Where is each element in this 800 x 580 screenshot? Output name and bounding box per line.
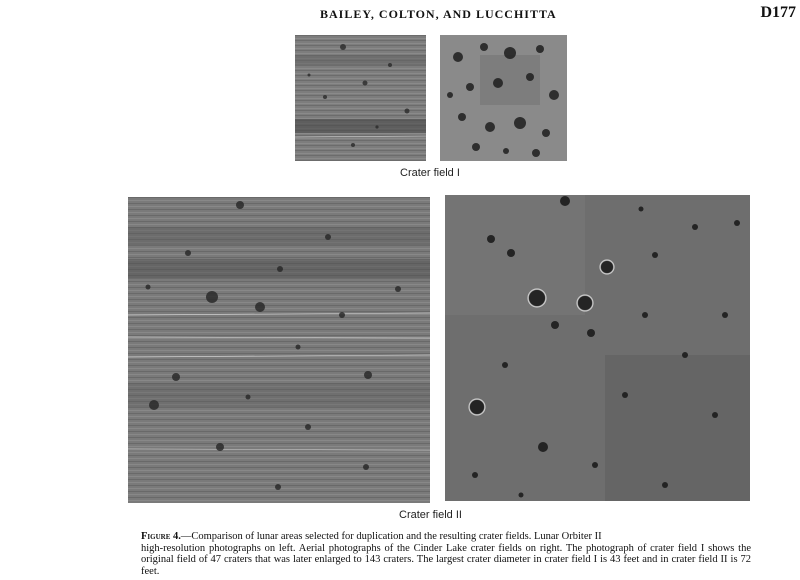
figure-caption <box>125 531 751 577</box>
running-head: BAILEY, COLTON, AND LUCCHITTA <box>320 7 557 21</box>
caption-line-1: —Comparison of lunar areas selected for duplication and the resulting crater fields. Lunar Orbiter II <box>180 531 602 542</box>
lunar-photo-field-2 <box>128 197 430 503</box>
caption-body: high-resolution photographs on left. Aerial photographs of the Cinder Lake crater fields on right. The photograph of crater field I shows the original field of 47 craters that was later enlarged to 143 craters. The largest crater diameter in crater field I is 43 feet and in crater field II is 72 feet. <box>141 542 751 577</box>
aerial-photo-field-1 <box>440 35 567 161</box>
page-number: D177 <box>760 4 796 21</box>
lunar-photo-field-1 <box>295 35 426 161</box>
field-1-label: Crater field I <box>400 167 460 179</box>
caption-lead: Figure 4. <box>141 531 181 542</box>
aerial-photo-field-2 <box>445 195 750 501</box>
page-header <box>0 4 800 26</box>
field-2-label: Crater field II <box>399 509 462 521</box>
